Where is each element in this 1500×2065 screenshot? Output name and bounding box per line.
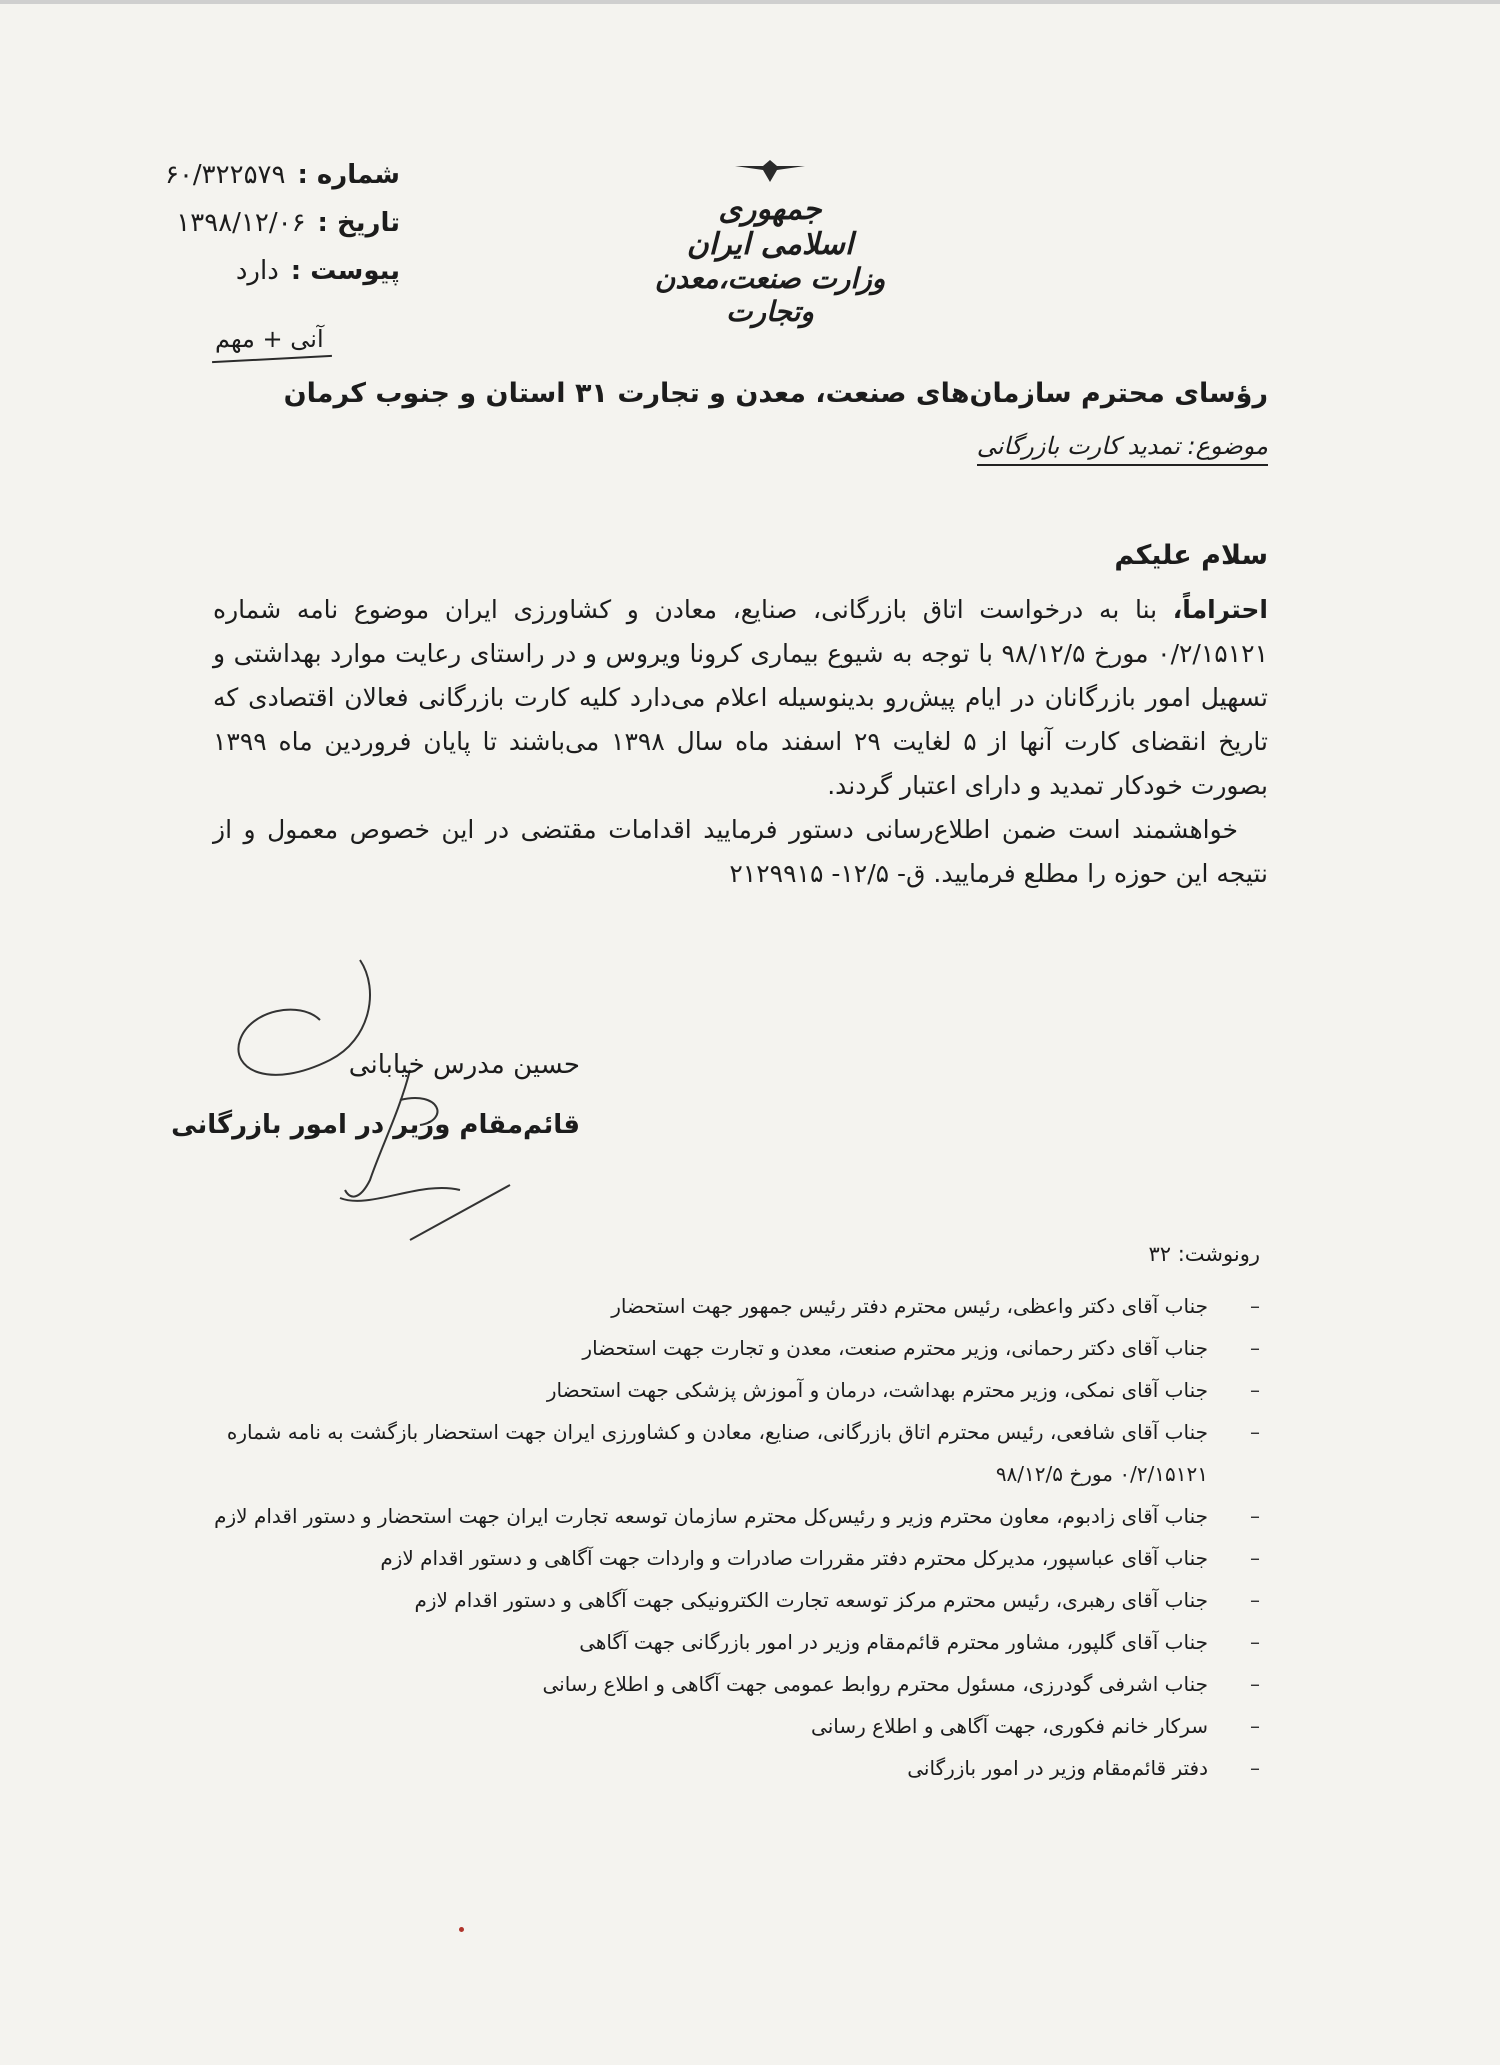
ministry-name: وزارت صنعت،معدن وتجارت <box>654 262 886 328</box>
copy-item: – جناب آقای شافعی، رئیس محترم اتاق بازرگانی، صنایع، معادن و کشاورزی ایران جهت استحضار بازگشت به نامه شماره ۰/۲/۱۵۱۲۱ مورخ ۹۸/۱۲/۵ <box>200 1411 1260 1495</box>
urgency-note: آنی + مهم <box>215 325 324 353</box>
body-paragraph-1-text: بنا به درخواست اتاق بازرگانی، صنایع، معادن و کشاورزی ایران موضوع نامه شماره ۰/۲/۱۵۱۲۱ مورخ ۹۸/۱۲/۵ با توجه به شیوع بیماری کرونا ویروس و در راستای رعایت موارد بهداشتی و تسهیل امور بازرگانان در ایام پیش‌رو بدینوسیله اعلام می‌دارد کلیه کارت بازرگانی فعالان اقتصادی که تاریخ انقضای کارت آنها از ۵ لغایت ۲۹ اسفند ماه سال ۱۳۹۸ می‌باشند تا پایان فروردین ماه ۱۳۹۹ بصورت خودکار تمدید و دارای اعتبار گردند. <box>213 595 1268 800</box>
copy-item: – جناب آقای دکتر واعظی، رئیس محترم دفتر رئیس جمهور جهت استحضار <box>200 1285 1260 1327</box>
copy-item: – جناب اشرفی گودرزی، مسئول محترم روابط عمومی جهت آگاهی و اطلاع رسانی <box>200 1663 1260 1705</box>
signer-name: حسین مدرس خیابانی <box>348 1050 580 1080</box>
handwritten-signature <box>210 950 530 1250</box>
urgency-underline <box>212 355 332 363</box>
letter-body <box>213 588 1268 896</box>
copy-item: – جناب آقای نمکی، وزیر محترم بهداشت، درمان و آموزش پزشکی جهت استحضار <box>200 1369 1260 1411</box>
body-paragraph-2: خواهشمند است ضمن اطلاع‌رسانی دستور فرمایید اقدامات مقتضی در این خصوص معمول و از نتیجه این حوزه را مطلع فرمایید. ق- ۱۲/۵- ۲۱۲۹۹۱۵ <box>213 815 1268 888</box>
copy-item: – دفتر قائم‌مقام وزیر در امور بازرگانی <box>200 1747 1260 1789</box>
copy-item: – جناب آقای زادبوم، معاون محترم وزیر و رئیس‌کل محترم سازمان توسعه تجارت ایران جهت استحضار و دستور اقدام لازم <box>200 1495 1260 1537</box>
letter-attachment-label: پیوست : <box>290 256 400 286</box>
greeting: سلام علیکم <box>1114 540 1268 571</box>
letter-number <box>130 160 400 208</box>
body-lead: احتراماً، <box>1172 595 1268 624</box>
letter-date-value: ۱۳۹۸/۱۲/۰۶ <box>176 208 306 238</box>
subject-line: موضوع: تمدید کارت بازرگانی <box>977 432 1268 466</box>
copies-label: رونوشت: ۳۲ <box>1148 1242 1260 1266</box>
copy-item: – سرکار خانم فکوری، جهت آگاهی و اطلاع رسانی <box>200 1705 1260 1747</box>
reference-block <box>130 160 400 304</box>
body-paragraph-1 <box>213 588 1268 808</box>
recipient-line: رؤسای محترم سازمان‌های صنعت، معدن و تجارت ۳۱ استان و جنوب کرمان <box>283 378 1268 409</box>
letter-date-label: تاریخ : <box>317 208 400 238</box>
emblem-icon <box>735 160 805 182</box>
copy-item: – جناب آقای عباسپور، مدیرکل محترم دفتر مقررات صادرات و واردات جهت آگاهی و دستور اقدام لازم <box>200 1537 1260 1579</box>
letter-number-label: شماره : <box>297 160 400 190</box>
signer-title: قائم‌مقام وزیر در امور بازرگانی <box>171 1110 580 1140</box>
country-name: جمهوری اسلامی ایران <box>686 192 854 262</box>
letter-attachment-value: دارد <box>235 256 279 286</box>
letter-number-value: ۶۰/۳۲۲۵۷۹ <box>164 160 286 190</box>
letter-attachment <box>130 256 400 304</box>
copies-list <box>200 1285 1260 1789</box>
copy-item: – جناب آقای گلپور، مشاور محترم قائم‌مقام وزیر در امور بازرگانی جهت آگاهی <box>200 1621 1260 1663</box>
ink-dot <box>459 1927 464 1932</box>
letter-date <box>130 208 400 256</box>
copy-item: – جناب آقای رهبری، رئیس محترم مرکز توسعه تجارت الکترونیکی جهت آگاهی و دستور اقدام لازم <box>200 1579 1260 1621</box>
scan-top-edge <box>0 0 1500 4</box>
copy-item: – جناب آقای دکتر رحمانی، وزیر محترم صنعت، معدن و تجارت جهت استحضار <box>200 1327 1260 1369</box>
